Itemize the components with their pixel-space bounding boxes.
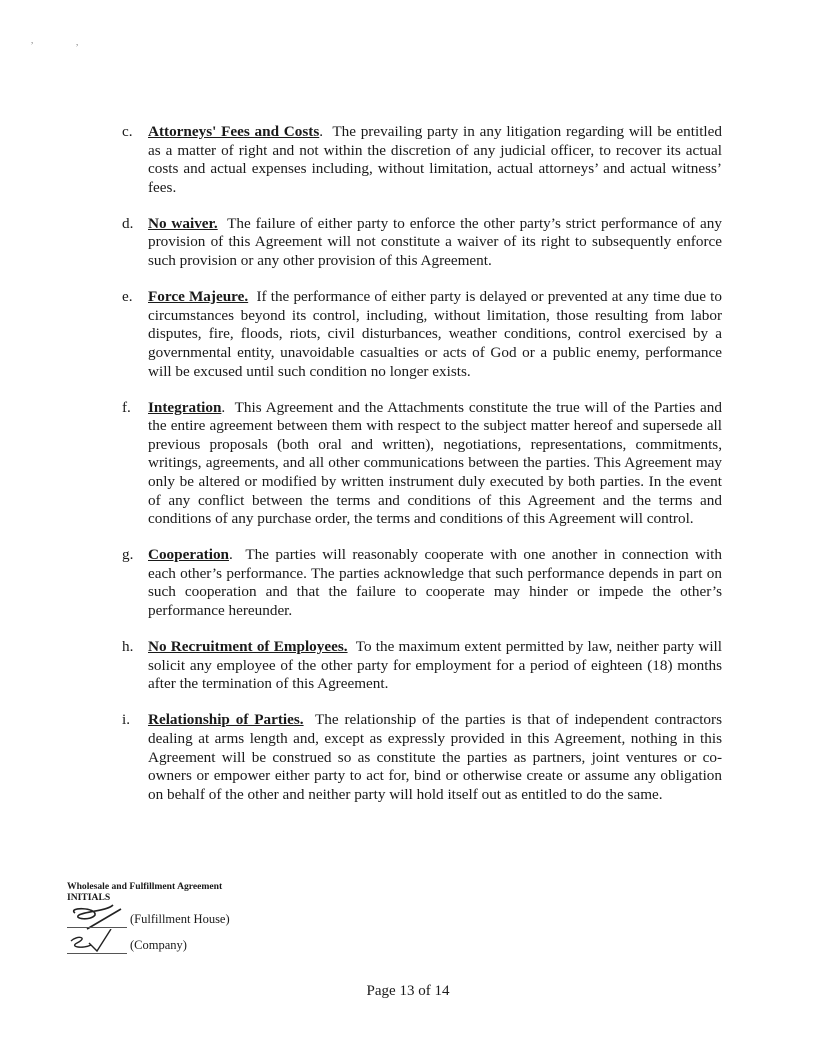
clause-letter: g. — [122, 546, 134, 564]
clause-body: The parties will reasonably cooperate with one another in connection with each other’s performance. The parties acknowledge that such performance depends in part on such cooperation and that the failure to cooperate may hinder or impede the other’s performance hereunder. — [148, 546, 722, 620]
page-number: Page 13 of 14 — [366, 983, 450, 999]
clause-heading: No waiver. — [148, 214, 218, 232]
initial-label: (Company) — [130, 938, 187, 952]
clause-letter: i. — [122, 711, 131, 729]
clause-list — [122, 123, 722, 822]
clause-attorneys-fees — [122, 123, 722, 197]
scan-mark: , — [76, 37, 79, 47]
clause-heading: Integration — [148, 398, 222, 416]
heading-suffix: . — [221, 398, 226, 416]
scan-mark: , — [31, 35, 34, 45]
agreement-title: Wholesale and Fulfillment Agreement — [67, 881, 223, 892]
clause-body: The relationship of the parties is that of independent contractors dealing at arms length and, except as expressly provided in this Agreement, nothing in this Agreement will be construed so as constitute the parties as partners, joint ventures or co-owners or empower either party to act for, bind or otherwise create or assume any obligation on behalf of the other and neither party will hold itself out as entitled to do the same. — [148, 711, 722, 803]
clause-body: The failure of either party to enforce the other party’s strict performance of any provision of this Agreement will not constitute a waiver of its right to subsequently enforce such provision or any other provision of this Agreement. — [148, 214, 722, 270]
clause-force-majeure — [122, 288, 722, 381]
clause-body: To the maximum extent permitted by law, neither party will solicit any employee of the other party for employment for a period of eighteen (18) months after the termination of this Agreement. — [148, 638, 722, 693]
initial-line — [67, 953, 127, 954]
clause-letter: f. — [122, 398, 131, 416]
initial-company — [67, 935, 367, 961]
clause-letter: h. — [122, 638, 134, 656]
initial-label: (Fulfillment House) — [130, 912, 230, 926]
clause-relationship — [122, 711, 722, 804]
signature-scribble-icon — [67, 929, 137, 963]
clause-heading: Force Majeure. — [148, 288, 249, 306]
initial-line — [67, 927, 127, 928]
clause-cooperation — [122, 546, 722, 620]
clause-body: This Agreement and the Attachments constitute the true will of the Parties and the entire agreement between them with respect to the subject matter hereof and supersede all previous proposals (both oral and written), negotiations, representations, commitments, writings, agreements, and all other communications between the parties. This Agreement may only be altered or modified by written instrument duly executed by both parties. In the event of any conflict between the terms and conditions of this Agreement and the terms and conditions of any purchase order, the terms and conditions of this Agreement will control. — [148, 398, 722, 528]
clause-heading: Attorneys' Fees and Costs — [148, 123, 320, 140]
clause-body: If the performance of either party is delayed or prevented at any time due to circumstances beyond its control, including, without limitation, those resulting from labor disputes, fire, floods, riots, civil disturbances, weather conditions, control exercised by a governmental entity, unavoidable casualties or acts of God or a public enemy, performance will be excused until such condition no longer exists. — [148, 288, 722, 380]
initials-block — [67, 881, 367, 961]
heading-suffix: . — [229, 546, 233, 564]
clause-integration — [122, 399, 722, 529]
heading-suffix: . — [319, 123, 324, 140]
clause-body: The prevailing party in any litigation regarding will be entitled as a matter of right and not within the discretion of any judicial officer, to recover its actual costs and actual expenses including, without limitation, actual attorneys’ and actual witness’ fees. — [148, 123, 722, 196]
clause-heading: Cooperation — [148, 546, 229, 564]
clause-letter: e. — [122, 288, 133, 306]
clause-no-waiver — [122, 215, 722, 271]
initials-heading: INITIALS — [67, 892, 111, 903]
clause-letter: c. — [122, 123, 133, 140]
clause-heading: No Recruitment of Employees. — [148, 638, 348, 656]
clause-letter: d. — [122, 214, 134, 232]
clause-heading: Relationship of Parties. — [148, 711, 304, 729]
clause-no-recruitment — [122, 638, 722, 694]
